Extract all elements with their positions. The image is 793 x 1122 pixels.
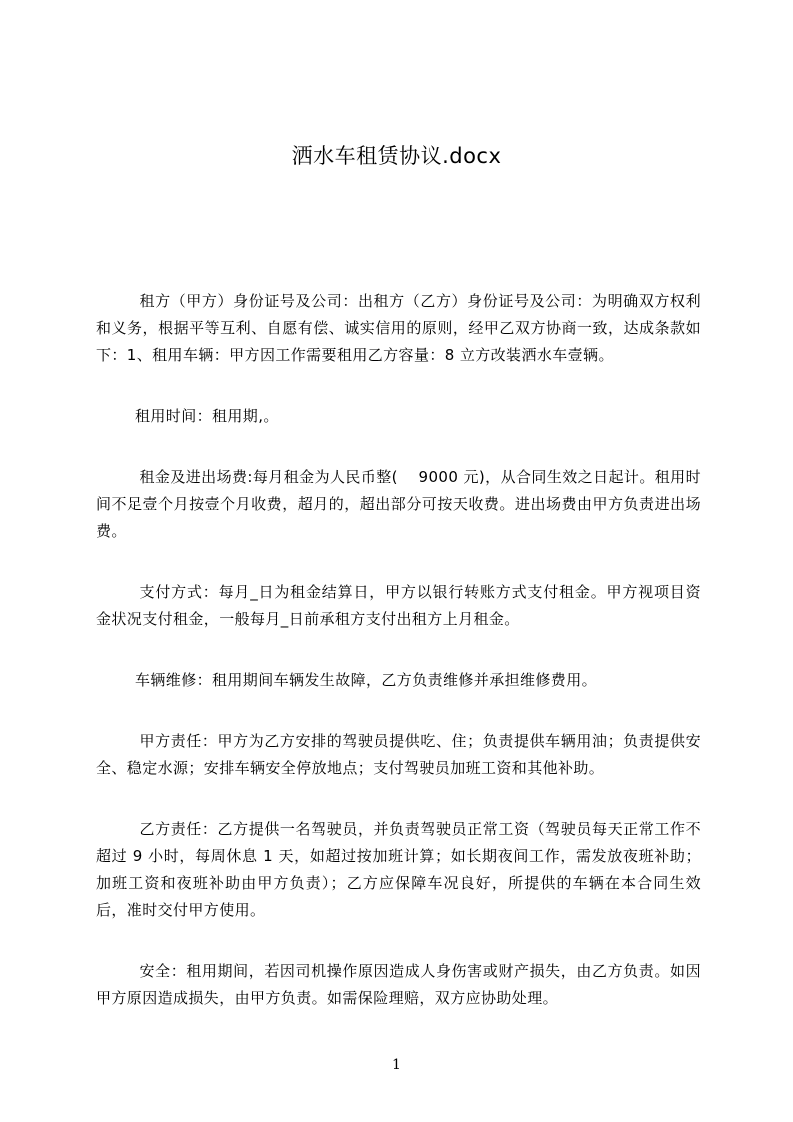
page-number: 1 — [392, 1057, 401, 1073]
paragraph-rent-fees: 租金及进出场费:每月租金为人民币整( 9000 元)，从合同生效之日起计。租用时间不足壹个月按壹个月收费，超月的，超出部分可按天收费。进出场费由甲方负责进出场费。 — [96, 468, 701, 540]
document-body — [96, 288, 701, 1046]
paragraph-safety: 安全：租用期间，若因司机操作原因造成人身伤害或财产损失，由乙方负责。如因甲方原因造成损失，由甲方负责。如需保险理赔，双方应协助处理。 — [96, 962, 701, 1007]
paragraph-party-a-duties: 甲方责任：甲方为乙方安排的驾驶员提供吃、住；负责提供车辆用油；负责提供安全、稳定水源；安排车辆安全停放地点；支付驾驶员加班工资和其他补助。 — [96, 732, 701, 777]
paragraph-parties: 租方（甲方）身份证号及公司：出租方（乙方）身份证号及公司：为明确双方权利和义务，根据平等互利、自愿有偿、诚实信用的原则，经甲乙双方协商一致，达成条款如下：1、租用车辆：甲方因工作需要租用乙方容量：8 立方改装洒水车壹辆。 — [96, 292, 701, 364]
paragraph-vehicle-maintenance: 车辆维修：租用期间车辆发生故障，乙方负责维修并承担维修费用。 — [135, 671, 598, 689]
paragraph-payment-method: 支付方式：每月_日为租金结算日，甲方以银行转账方式支付租金。甲方视项目资金状况支付租金，一般每月_日前承租方支付出租方上月租金。 — [96, 583, 701, 628]
paragraph-rental-period: 租用时间：租用期,。 — [135, 407, 279, 425]
paragraph-party-b-duties: 乙方责任：乙方提供一名驾驶员，并负责驾驶员正常工资（驾驶员每天正常工作不超过 9 小时，每周休息 1 天，如超过按加班计算；如长期夜间工作，需发放夜班补助；加班工资和夜班补助由甲方负责）；乙方应保障车况良好，所提供的车辆在本合同生效后，准时交付甲方使用。 — [96, 820, 701, 919]
document-title: 洒水车租赁协议.docx — [291, 144, 502, 168]
